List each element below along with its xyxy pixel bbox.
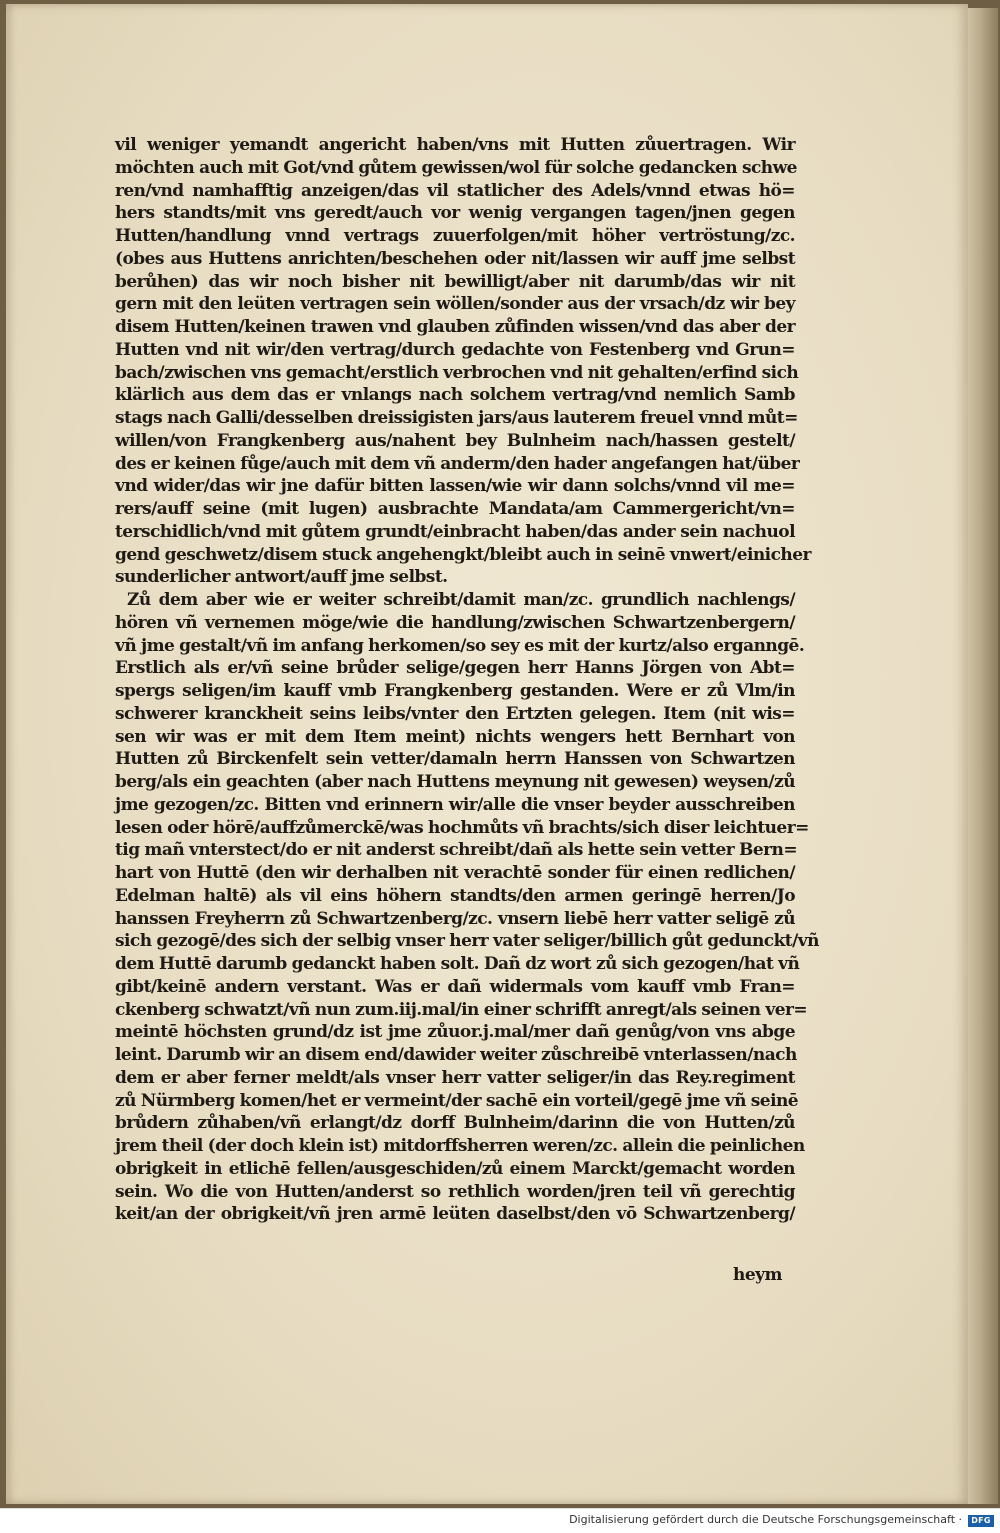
text-line: zů Nürmberg komen/het er vermeint/der sachē ein vorteil/gegē jme vñ seinē <box>115 1090 799 1111</box>
text-line: vñ jme gestalt/vñ im anfang herkomen/so sey es mit der kurtz/also erganngē. <box>115 635 805 656</box>
text-line: hanssen Freyherrn zů Schwartzenberg/zc. vnsern liebē herr vatter seligē zů <box>115 908 795 929</box>
text-line: sunderlicher antwort/auff jme selbst. <box>115 567 448 588</box>
text-line: rers/auff seine (mit lugen) ausbrachte Mandata/am Cammergericht/vn= <box>115 499 795 519</box>
text-line: obrigkeit in etlichē fellen/ausgeschiden/zů einem Marckt/gemacht worden <box>115 1158 795 1179</box>
page-text <box>115 134 819 1226</box>
text-line: keit/an der obrigkeit/vñ jren armē leüten daselbst/den vō Schwartzenberg/ <box>115 1204 795 1225</box>
text-line: berůhen) das wir noch bisher nit bewilligt/aber nit darumb/das wir nit <box>115 271 795 292</box>
text-line: disem Hutten/keinen trawen vnd glauben zůfinden wissen/vnd das aber der <box>115 317 795 337</box>
text-line: gibt/keinē andern verstant. Was er dañ widermals vom kauff vmb Fran= <box>115 976 795 997</box>
catchword: heym <box>733 1265 783 1285</box>
text-line: berg/als ein geachten (aber nach Huttens meynung nit gewesen) weysen/zů <box>115 772 795 792</box>
text-line: bach/zwischen vns gemacht/erstlich verbrochen vnd nit gehalten/erfind sich <box>115 362 799 383</box>
text-line: tig mañ vnterstect/do er nit anderst schreibt/dañ als hette sein vetter Bern= <box>115 840 798 861</box>
text-line: dem er aber ferner meldt/als vnser herr vatter seliger/in das Rey.regiment <box>115 1067 795 1088</box>
text-line: meintē höchsten grund/dz ist jme zůuor.j.mal/mer dañ genůg/von vns abge <box>115 1022 795 1043</box>
text-line: hören vñ vernemen möge/wie die handlung/zwischen Schwartzenbergern/ <box>115 612 795 633</box>
text-line: Hutten zů Birckenfelt sein vetter/damaln herrn Hanssen von Schwartzen <box>115 749 795 770</box>
text-line: schwerer kranckheit seins leibs/vnter den Ertzten gelegen. Item (nit wis= <box>115 703 795 724</box>
text-line: vil weniger yemandt angericht haben/vns mit Hutten zůuertragen. Wir <box>115 135 795 155</box>
text-line: ckenberg schwatzt/vñ nun zum.iij.mal/in einer schrifft anregt/als seinen ver= <box>115 999 808 1020</box>
text-line: willen/von Frangkenberg aus/nahent bey Bulnheim nach/hassen gestelt/ <box>115 430 795 451</box>
text-line: terschidlich/vnd mit gůtem grundt/einbracht haben/das ander sein nachuol <box>115 521 795 542</box>
text-line: gern mit den leüten vertragen sein wöllen/sonder aus der vrsach/dz wir bey <box>115 294 795 315</box>
text-line: möchten auch mit Got/vnd gůtem gewissen/wol für solche gedancken schwe <box>115 157 797 178</box>
text-line: jme gezogen/zc. Bitten vnd erinnern wir/alle die vnser beyder ausschreiben <box>115 794 795 815</box>
text-line: sein. Wo die von Hutten/anderst so rethlich worden/jren teil vñ gerechtig <box>115 1181 795 1202</box>
text-line: Edelman haltē) als vil eins höhern standts/den armen geringē herren/Jo <box>115 885 795 906</box>
text-line: hart von Huttē (den wir derhalben nit verachtē sonder für einen redlichen/ <box>115 863 795 883</box>
text-line: Zů dem aber wie er weiter schreibt/damit man/zc. grundlich nachlengs/ <box>127 590 795 610</box>
text-line: spergs seligen/im kauff vmb Frangkenberg gestanden. Were er zů Vlm/in <box>115 681 795 701</box>
book-page <box>6 4 968 1504</box>
text-line: sich gezogē/des sich der selbig vnser herr vater seliger/billich gůt gedunckt/vñ <box>115 931 819 952</box>
text-line: lesen oder hörē/auffzůmerckē/was hochmůts vñ brachts/sich diser leichtuer= <box>115 817 809 838</box>
funding-notice: Digitalisierung gefördert durch die Deutsche Forschungsgemeinschaft · <box>569 1513 962 1526</box>
text-line: Hutten vnd nit wir/den vertrag/durch gedachte von Festenberg vnd Grun= <box>115 339 795 360</box>
text-line: gend geschwetz/disem stuck angehengkt/bleibt auch in seinē vnwert/einicher <box>115 544 811 565</box>
dfg-logo-icon: DFG <box>968 1515 994 1527</box>
text-line: jrem theil (der doch klein ist) mitdorffsherren weren/zc. allein die peinlichen <box>115 1136 805 1156</box>
text-line: dem Huttē darumb gedanckt haben solt. Dañ dz wort zů sich gezogen/hat vñ <box>115 954 800 974</box>
text-line: Erstlich als er/vñ seine brůder selige/gegen herr Hanns Jörgen von Abt= <box>115 658 795 679</box>
text-line: (obes aus Huttens anrichten/beschehen oder nit/lassen wir auff jme selbst <box>115 248 795 269</box>
text-line: stags nach Galli/desselben dreissigisten jars/aus lauterem freuel vnnd můt= <box>115 408 798 428</box>
text-line: des er keinen fůge/auch mit dem vñ anderm/den hader angefangen hat/über <box>115 453 800 474</box>
text-line: sen wir was er mit dem Item meint) nichts wengers hett Bernhart von <box>115 726 795 747</box>
text-line: brůdern zůhaben/vñ erlangt/dz dorff Bulnheim/darinn die von Hutten/zů <box>115 1113 795 1134</box>
text-line: ren/vnd namhafftig anzeigen/das vil statlicher des Adels/vnnd etwas hö= <box>115 180 795 201</box>
text-line: vnd wider/das wir jne dafür bitten lassen/wie wir dann solchs/vnnd vil me= <box>115 476 795 497</box>
text-line: klärlich aus dem das er vnlangs nach solchem vertrag/vnd nemlich Samb <box>115 385 795 406</box>
page-edge <box>968 8 998 1504</box>
footer-bar <box>0 1508 1000 1533</box>
text-line: hers standts/mit vns geredt/auch vor wenig vergangen tagen/jnen gegen <box>115 203 795 224</box>
text-line: Hutten/handlung vnnd vertrags zuuerfolgen/mit höher vertröstung/zc. <box>115 226 795 246</box>
text-line: leint. Darumb wir an disem end/dawider weiter zůschreibē vnterlassen/nach <box>115 1045 797 1065</box>
